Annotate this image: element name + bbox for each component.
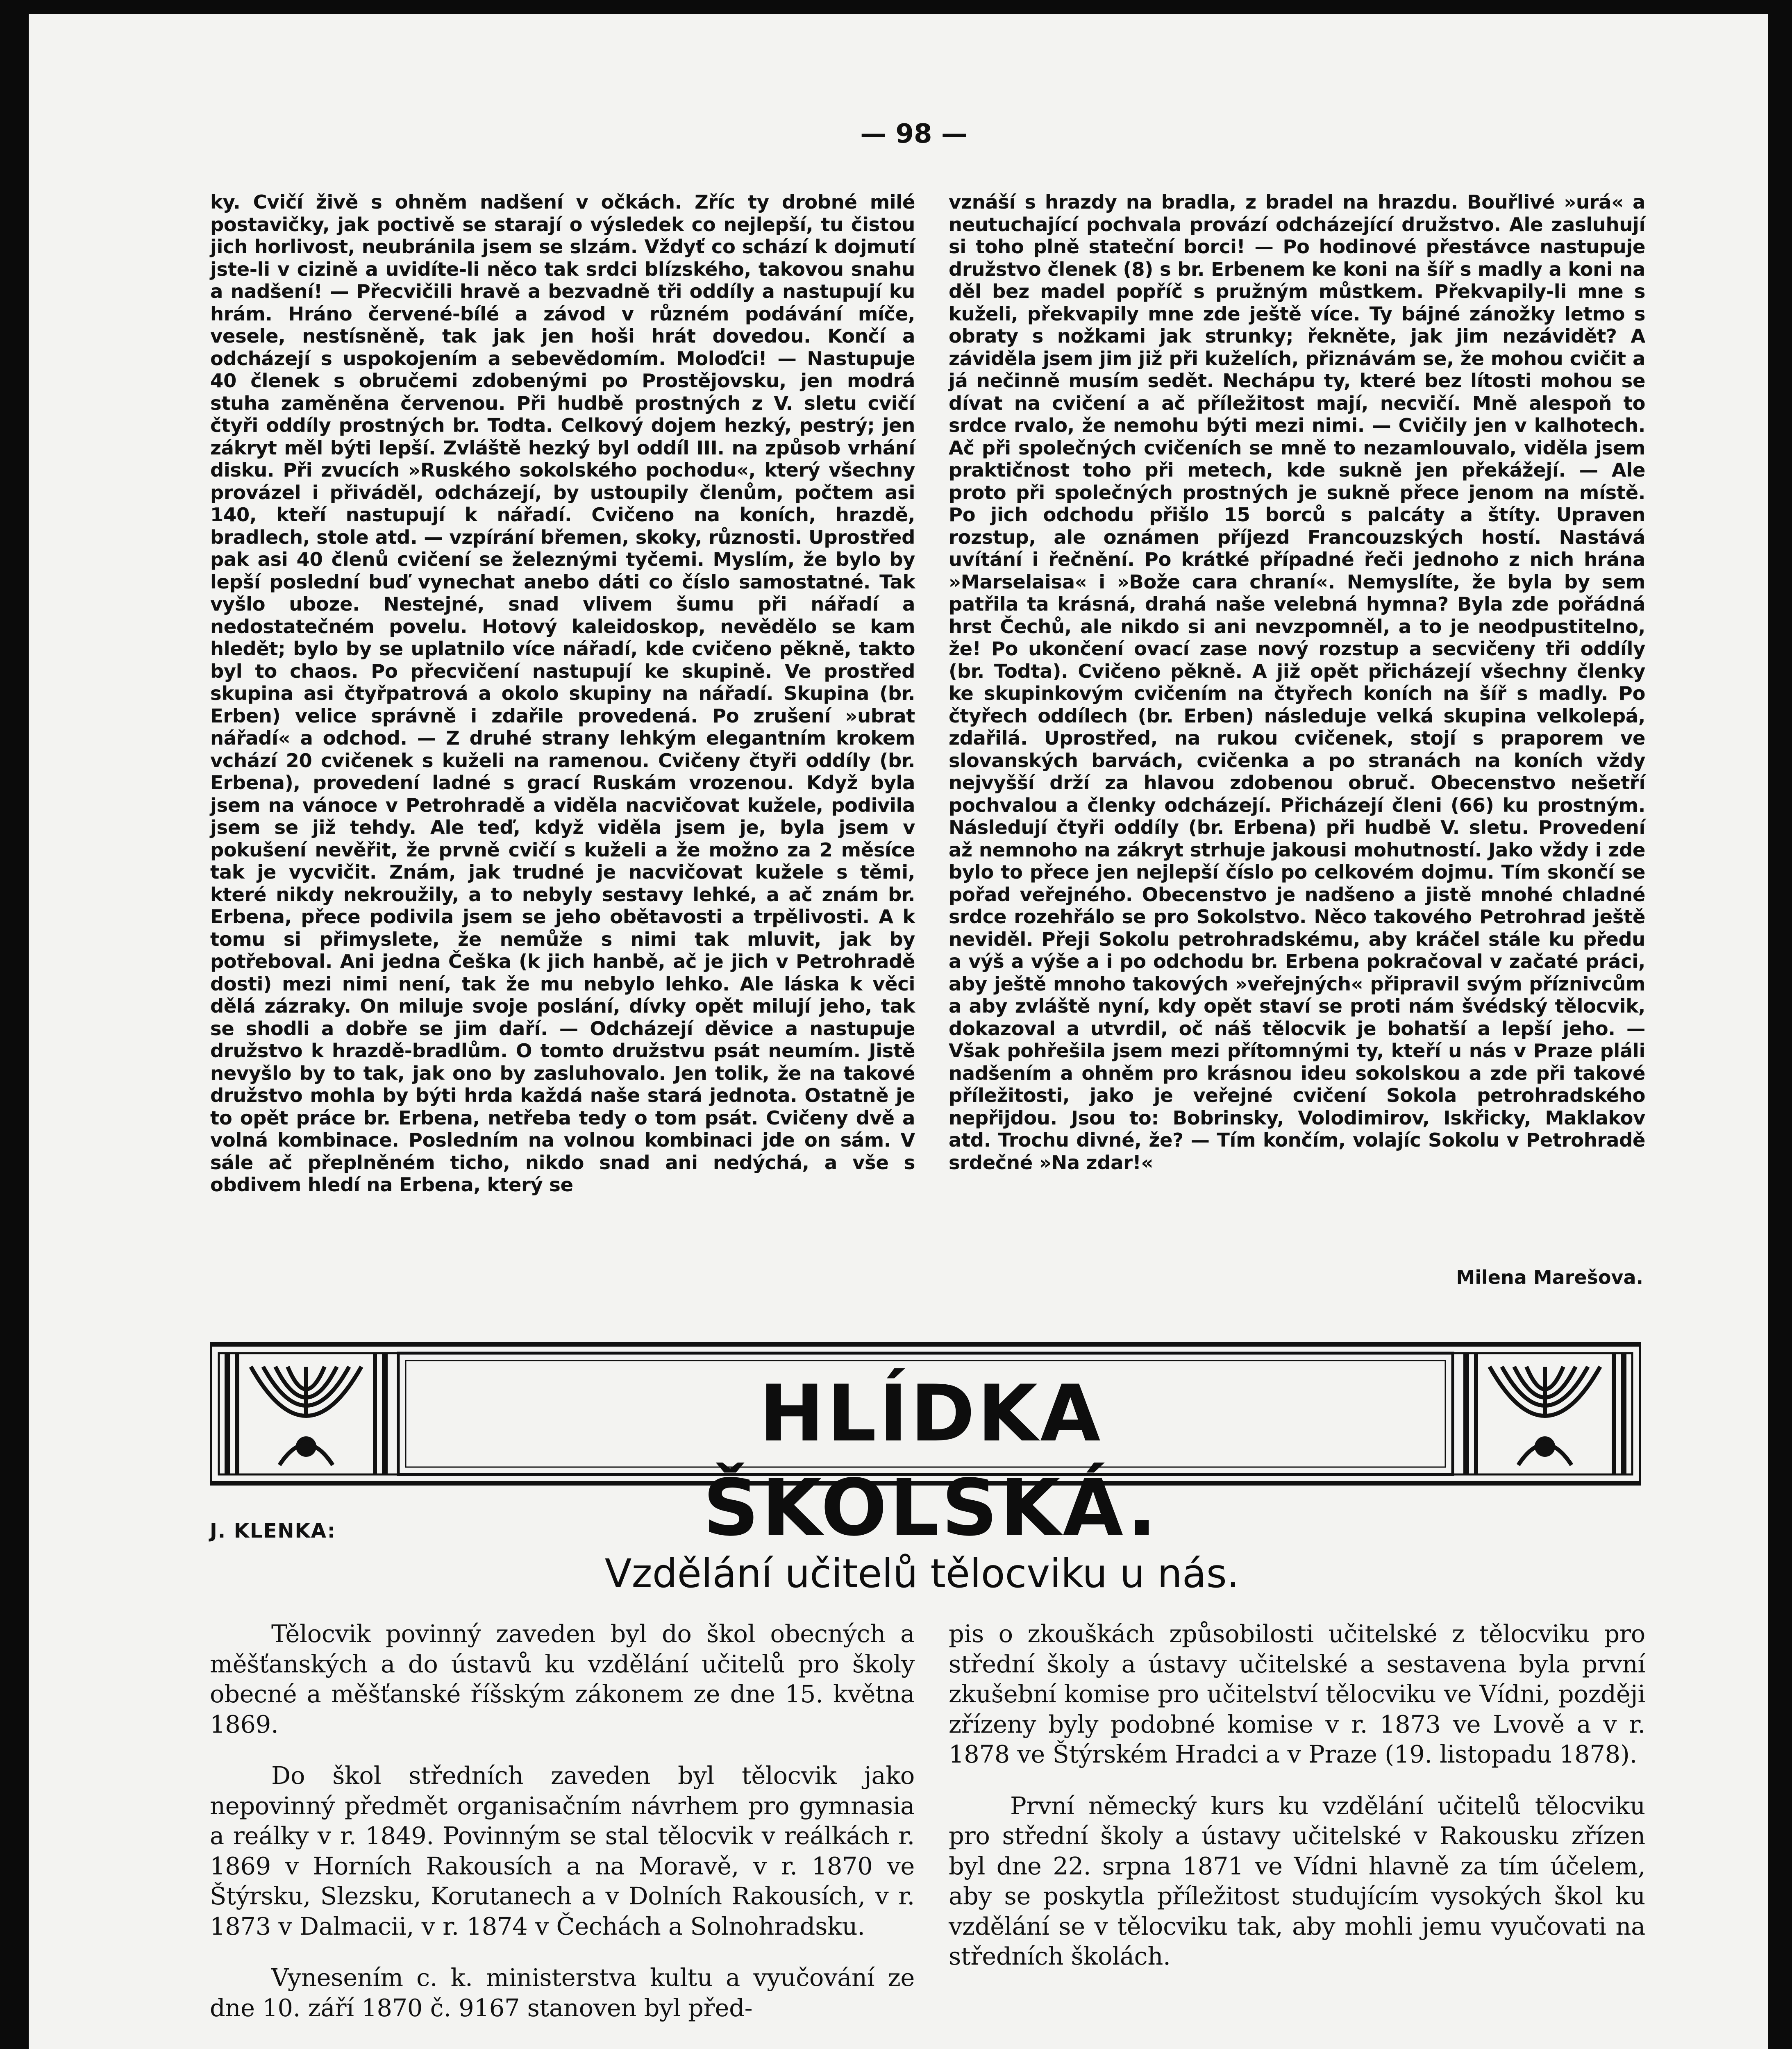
report-column-right: vznáší s hrazdy na bradla, z bradel na hrazdu. Bouřlivé »urá« a neutuchající pochvala provází odcházející družstvo. Ale zasluhují si toho plně stateční borci! — Po hodinové přestávce nastupuje družstvo členek (8) s br. Erbenem ke koni na šíř s madly a koni na děl bez madel popříč s pružným můstkem. Překvapily-li mne s kuželi, překvapily mne zde ještě více. Ty bájné zánožky letmo s obraty s nožkami jak strunky; řekněte, jak jim nezávidět? A záviděla jsem jim již při kuželích, přiznávám se, že mohou cvičit a já nečinně musím sedět. Nechápu ty, které bez lítosti mohou se dívat na cvičení a ač příležitost mají, necvičí. Mně alespoň to srdce rvalo, že nemohu býti mezi nimi. — Cvičily jen v kalhotech. Ač při společných cvičeních se mně to nezamlouvalo, viděla jsem praktičnost toho při metech, kde sukně jen překážejí. — Ale proto při společných prostných je sukně přece jenom na místě. Po jich odchodu přišlo 15 borců s palcáty a štíty. Upraven rozstup, ale oznámen příjezd Francouzských hostí. Nastává uvítání i řečnění. Po krátké případné řeči jednoho z nich hrána »Marselaisa« i »Bože cara chraní«. Nemyslíte, že byla by sem patřila ta krásná, drahá naše velebná hymna? Byla zde pořádná hrst Čechů, ale nikdo si ani nevzpomněl, a to je neodpustitelno, že! Po ukončení ovací zase nový rozstup a secvičeny tři oddíly (br. Todta). Cvičeno pěkně. A již opět přicházejí všechny členky ke skupinkovým cvičením na čtyřech koních na šíř s madly. Po čtyřech oddílech (br. Erben) následuje velká skupina velkolepá, zdařilá. Uprostřed, na rukou cvičenek, stojí s praporem ve slovanských barvách, cvičenka a po stranách na koních vždy nejvyšší drží za hlavou zdobenou obruč. Obecenstvo nešetří pochvalou a členky odcházejí. Přicházejí členi (66) ku prostným. Následují čtyři oddíly (br. Erbena) při hudbě V. sletu. Provedení až nemnoho na zákryt strhuje jakousi mohutností. Jako vždy i zde bylo to přece jen nejlepší číslo po celkovém dojmu. Tím skončí se pořad veřejného. Obecenstvo je nadšeno a jistě mnohé chladné srdce rozehřálo se pro Sokolstvo. Něco takového Petrohrad ještě neviděl. Přeji Sokolu petrohradskému, aby kráčel stále ku předu a výš a výše a i po odchodu br. Erbena pokračoval v začaté práci, aby ještě mnoho takových »veřejných« připravil svým příznivcům a aby zvláště nyní, kdy opět staví se proti nám švédský tělocvik, dokazoval a utvrdil, oč náš tělocvik je bohatší a lepší jeho. — Však pohřešila jsem mezi přítomnými ty, kteří u nás v Praze pláli nadšením a ohněm pro krásnou ideu sokolskou a zde při takové příležitosti, jako je veřejné cvičení Sokola petrohradského nepřijdou. Jsou to: Bobrinsky, Volodimirov, Iskřicky, Maklakov atd. Trochu divné, že? — Tím končím, volajíc Sokolu v Petrohradě srdečné »Na zdar!« <box>949 191 1645 1174</box>
report-signature: Milena Marešova. <box>1456 1266 1643 1288</box>
article-title: Vzdělání učitelů tělocviku u nás. <box>604 1551 1240 1597</box>
article-column-left <box>210 1619 915 2044</box>
right-fan-ornament <box>1490 1367 1600 1465</box>
article-author: J. KLENKA: <box>210 1520 336 1542</box>
article-column-right <box>949 1619 1645 1993</box>
page-number: — 98 — <box>860 119 968 149</box>
article-paragraph: Tělocvik povinný zaveden byl do škol obecných a měšťanských a do ústavů ku vzdělání učitelů pro školy obecné a měšťanské říšským zákonem ze dne 15. května 1869. <box>210 1620 915 1738</box>
article-paragraph: Do škol středních zaveden byl tělocvik jako nepovinný předmět organisačním návrhem pro gymnasia a reálky v r. 1849. Povinným se stal tělocvik v reálkách r. 1869 v Horních Rakousích a na Moravě, v r. 1870 ve Štýrsku, Slezsku, Korutanech a v Dolních Rakousích, v r. 1873 v Dalmacii, v r. 1874 v Čechách a Solnohradsku. <box>210 1761 915 1940</box>
report-column-left: ky. Cvičí živě s ohněm nadšení v očkách. Zříc ty drobné milé postavičky, jak poctivě se starají o výsledek co nejlepší, tu čistou jich horlivost, neubránila jsem se slzám. Vždyť co schází k dojmutí jste-li v cizině a uvidíte-li něco tak srdci blízského, takovou snahu a nadšení! — Přecvičili hravě a bezvadně tři oddíly a nastupují ku hrám. Hráno červené-bílé a závod v různém podávání míče, vesele, nestísněně, tak jak jen hoši hrát dovedou. Končí a odcházejí s uspokojením a sebevědomím. Moloďci! — Nastupuje 40 členek s obručemi zdobenými po Prostějovsku, jen modrá stuha zaměněna červenou. Při hudbě prostných z V. sletu cvičí čtyři oddíly prostných br. Todta. Celkový dojem hezký, pestrý; jen zákryt měl býti lepší. Zvláště hezký byl oddíl III. na způsob vrhání disku. Při zvucích »Ruského sokolského pochodu«, který všechny provázel i přiváděl, odcházejí, by ustoupily členům, počtem asi 140, kteří nastupují k nářadí. Cvičeno na koních, hrazdě, bradlech, stole atd. — vzpírání břemen, skoky, různosti. Uprostřed pak asi 40 členů cvičení se železnými tyčemi. Myslím, že bylo by lepší poslední buď vynechat anebo dáti co číslo samostatné. Tak vyšlo uboze. Nestejné, snad vlivem šumu při nářadí a nedostatečném povelu. Hotový kaleidoskop, nevědělo se kam hledět; bylo by se uplatnilo více nářadí, kde cvičeno pěkně, takto byl to chaos. Po přecvičení nastupují ke skupině. Ve prostřed skupina asi čtyřpatrová a okolo skupiny na nářadí. Skupina (br. Erben) velice správně i zdařile provedená. Po zrušení »ubrat nářadí« a odchod. — Z druhé strany lehkým elegantním krokem vchází 20 cvičenek s kuželi na ramenou. Cvičeny čtyři oddíly (br. Erbena), provedení ladné s grací Ruskám vrozenou. Když byla jsem na vánoce v Petrohradě a viděla nacvičovat kužele, podivila jsem se již tehdy. Ale teď, když viděla jsem je, byla jsem v pokušení nevěřit, že prvně cvičí s kuželi a že možno za 2 měsíce tak je vycvičit. Znám, jak trudné je nacvičovat kužele s těmi, které nikdy nekroužily, a to nebyly sestavy lehké, a ač znám br. Erbena, přece podivila jsem se jeho obětavosti a trpělivosti. A k tomu si přimyslete, že nemůže s nimi tak mluvit, jak by potřeboval. Ani jedna Češka (k jich hanbě, ač je jich v Petrohradě dosti) mezi nimi není, tak že mu nebylo lehko. Ale láska k věci dělá zázraky. On miluje svoje poslání, dívky opět milují jeho, tak se shodli a dobře se jim daří. — Odcházejí děvice a nastupuje družstvo k hrazdě-bradlům. O tomto družstvu psát neumím. Jistě nevyšlo by to tak, jak ono by zasluhovalo. Jen tolik, že na takové družstvo mohla by býti hrda každá naše stará jednota. Ostatně je to opět práce br. Erbena, netřeba tedy o tom psát. Cvičeny dvě a volná kombinace. Posledním na volnou kombinaci jde on sám. V sále ač přeplněném ticho, nikdo snad ani nedýchá, a vše s obdivem hledí na Erbena, který se <box>210 191 915 1196</box>
article-paragraph: První německý kurs ku vzdělání učitelů tělocviku pro střední školy a ústavy učitelské v Rakousku zřízen byl dne 22. srpna 1871 ve Vídni hlavně za tím účelem, aby se poskytla příležitost studujícím vysokých škol ku vzdělání se v tělocviku tak, aby mohli jemu vyučovati na středních školách. <box>949 1791 1645 1970</box>
article-paragraph: pis o zkouškách způsobilosti učitelské z tělocviku pro střední školy a ústavy učitelské a sestavena byla první zkušební komise pro učitelství tělocviku ve Vídni, později zřízeny byly podobné komise v r. 1873 ve Lvově a v r. 1878 ve Štýrském Hradci a v Praze (19. listopadu 1878). <box>949 1620 1645 1768</box>
article-paragraph: Vynesením c. k. ministerstva kultu a vyučování ze dne 10. září 1870 č. 9167 stanoven byl před- <box>210 1963 915 2022</box>
section-title: HLÍDKA ŠKOLSKÁ. <box>703 1368 1159 1553</box>
left-fan-ornament <box>251 1367 361 1465</box>
